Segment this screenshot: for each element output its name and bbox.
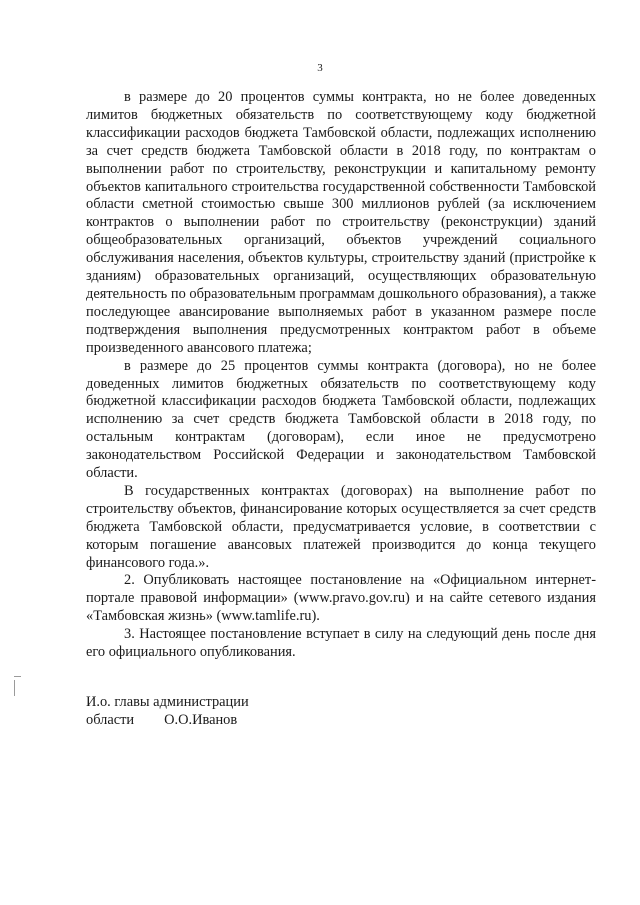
paragraph-contract-condition: В государственных контрактах (договорах) на выполнение работ по строительству объектов, финансирование которых осуществляется за счет средств бюджета Тамбовской области, предусматривается условие, в соответствии с которым погашение авансовых платежей производится до конца текущего финансового года.». <box>86 482 596 571</box>
signatory-name: О.О.Иванов <box>164 711 238 728</box>
signatory-title-line1: И.о. главы администрации <box>86 694 249 710</box>
paragraph-advance-20-percent: в размере до 20 процентов суммы контракта, но не более доведенных лимитов бюджетных обязательств по соответствующему коду бюджетной классификации расходов бюджета Тамбовской области, подлежащих исполнению за счет средств бюджета Тамбовской области в 2018 году, по контрактам о выполнении работ по строительству, реконструкции и капитальному ремонту объектов капитального строительства государственной собственности Тамбовской области сметной стоимостью свыше 300 миллионов рублей (за исключением контрактов о выполнении работ по строительству (реконструкции) зданий общеобразовательных организаций, объектов учреждений социального обслуживания населения, объектов культуры, строительству зданий (пристройке к зданиям) образовательных организаций, осуществляющих образовательную деятельность по образовательным программам дошкольного образования), а также последующее авансирование выполняемых работ в указанном размере после подтверждения выполнения предусмотренных контрактом работ в объеме произведенного авансового платежа; <box>86 89 596 356</box>
page-number: 3 <box>317 62 323 74</box>
paragraph-effective-date: 3. Настоящее постановление вступает в силу на следующий день после дня его официального опубликования. <box>86 626 596 661</box>
paragraph-publication: 2. Опубликовать настоящее постановление на «Официальном интернет-портале правовой информации» (www.pravo.gov.ru) и на сайте сетевого издания «Тамбовская жизнь» (www.tamlife.ru). <box>86 572 596 625</box>
signatory-region: области <box>86 711 135 728</box>
scan-artifact-corner <box>14 676 21 677</box>
signatory-title-line2 <box>86 712 249 730</box>
signature-block <box>86 694 249 729</box>
scan-artifact-edge <box>14 680 15 696</box>
document-body <box>86 89 596 662</box>
paragraph-advance-25-percent: в размере до 25 процентов суммы контракта (договора), но не более доведенных лимитов бюджетных обязательств по соответствующему коду бюджетной классификации расходов бюджета Тамбовской области, подлежащих исполнению за счет средств бюджета Тамбовской области в 2018 году, по остальным контрактам (договорам), если иное не предусмотрено законодательством Российской Федерации и законодательством Тамбовской области. <box>86 357 596 482</box>
